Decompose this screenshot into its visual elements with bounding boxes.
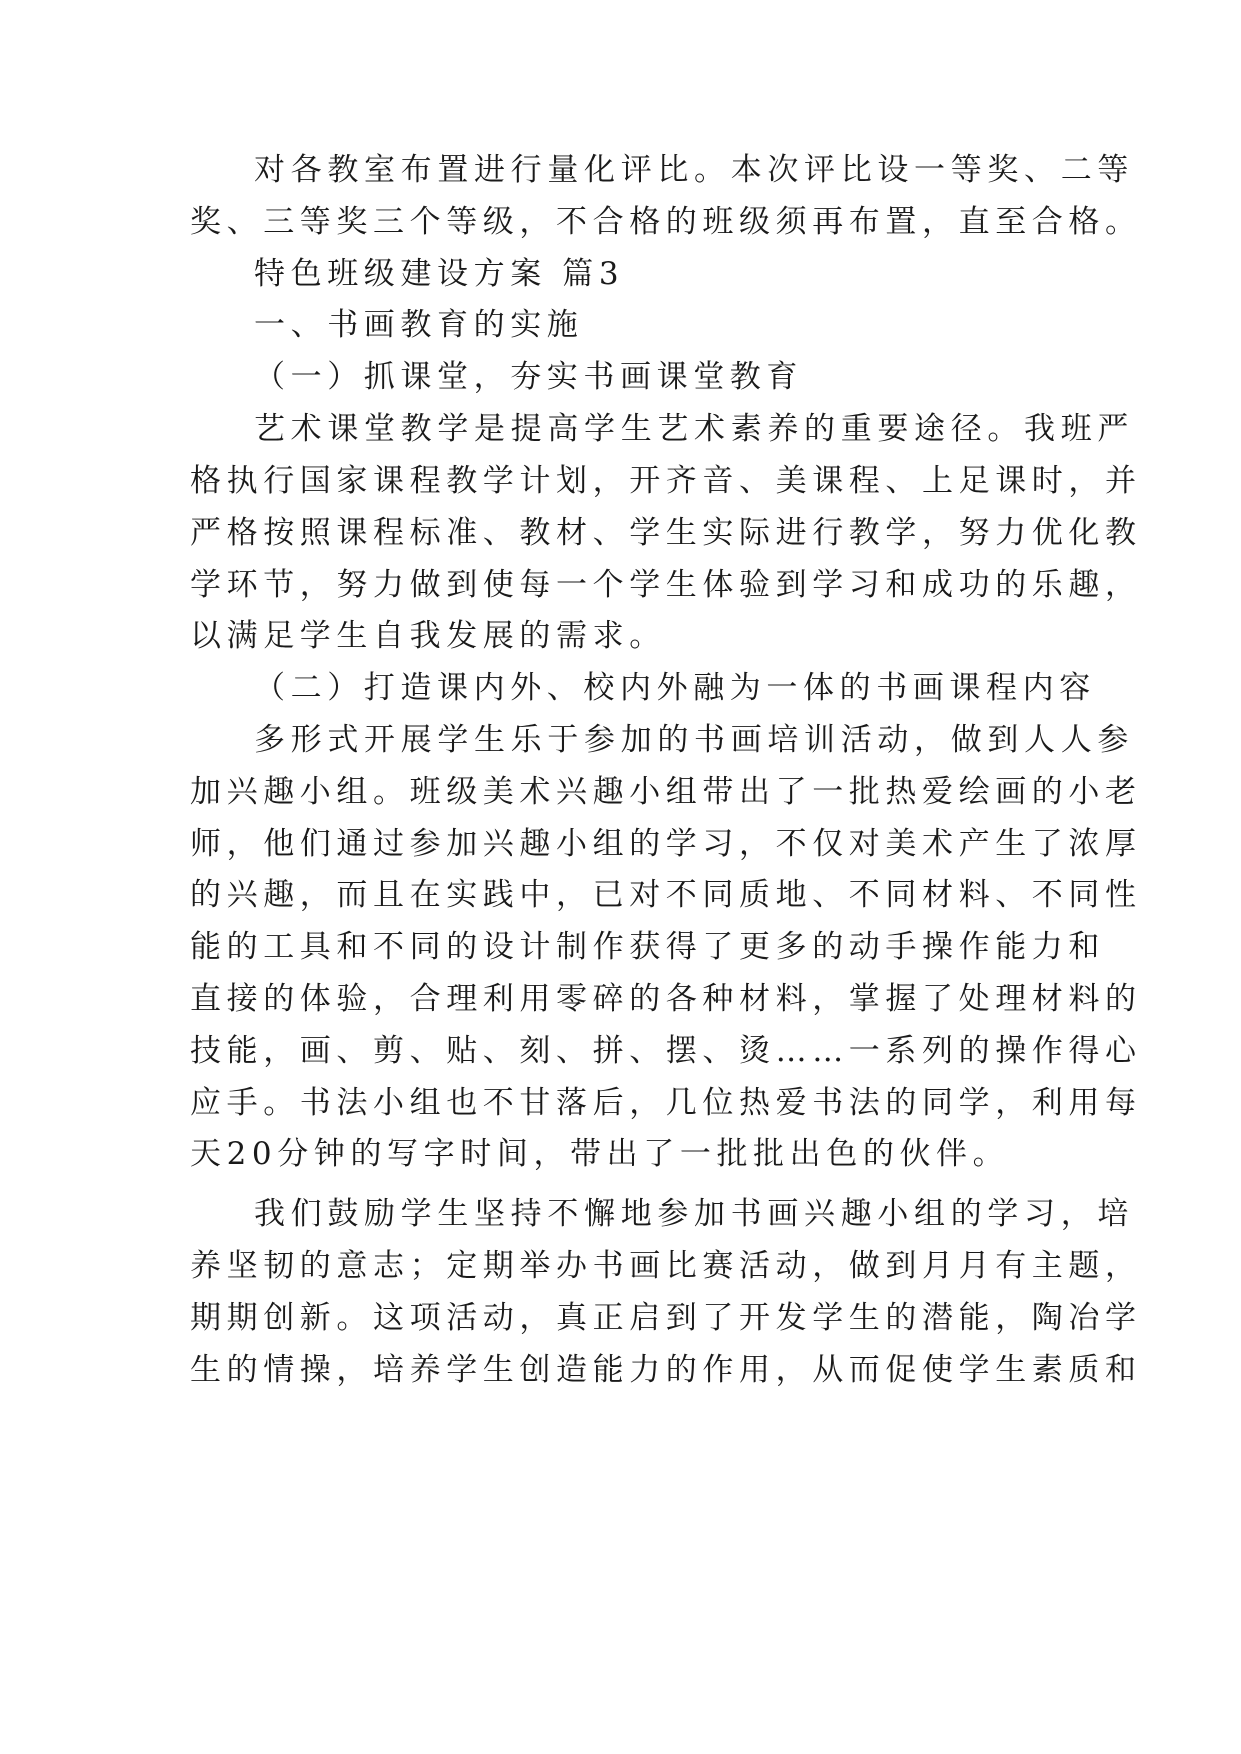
paragraph-line: 对各教室布置进行量化评比。本次评比设一等奖、二等	[254, 152, 1134, 188]
paragraph-line: 技能，画、剪、贴、刻、拼、摆、烫……一系列的操作得心	[190, 1033, 1142, 1069]
paragraph-line: 生的情操，培养学生创造能力的作用，从而促使学生素质和	[190, 1352, 1142, 1388]
paragraph-line: 奖、三等奖三个等级，不合格的班级须再布置，直至合格。	[190, 204, 1142, 240]
paragraph-line: 以满足学生自我发展的需求。	[190, 618, 666, 654]
paragraph-line: 格执行国家课程教学计划，开齐音、美课程、上足课时，并	[190, 463, 1142, 499]
paragraph-line: 师，他们通过参加兴趣小组的学习，不仅对美术产生了浓厚	[190, 826, 1142, 862]
subsection-heading: （二）打造课内外、校内外融为一体的书画课程内容	[254, 670, 1096, 706]
paragraph-line: 直接的体验，合理利用零碎的各种材料，掌握了处理材料的	[190, 981, 1142, 1017]
section-heading: 特色班级建设方案 篇3	[254, 256, 625, 292]
paragraph-line: 养坚韧的意志；定期举办书画比赛活动，做到月月有主题，	[190, 1248, 1142, 1284]
paragraph-line: 能的工具和不同的设计制作获得了更多的动手操作能力和	[190, 929, 1105, 965]
paragraph-line: 学环节，努力做到使每一个学生体验到学习和成功的乐趣，	[190, 567, 1142, 603]
section-heading: 一、书画教育的实施	[254, 307, 584, 343]
paragraph-line: 期期创新。这项活动，真正启到了开发学生的潜能，陶冶学	[190, 1300, 1142, 1336]
paragraph-line: 我们鼓励学生坚持不懈地参加书画兴趣小组的学习，培	[254, 1196, 1134, 1232]
subsection-heading: （一）抓课堂，夯实书画课堂教育	[254, 359, 803, 395]
paragraph-line: 严格按照课程标准、教材、学生实际进行教学，努力优化教	[190, 515, 1142, 551]
paragraph-line: 艺术课堂教学是提高学生艺术素养的重要途径。我班严	[254, 411, 1134, 447]
paragraph-line: 应手。书法小组也不甘落后，几位热爱书法的同学，利用每	[190, 1085, 1142, 1121]
paragraph-line: 的兴趣，而且在实践中，已对不同质地、不同材料、不同性	[190, 877, 1142, 913]
paragraph-line: 加兴趣小组。班级美术兴趣小组带出了一批热爱绘画的小老	[190, 774, 1142, 810]
paragraph-line: 天20分钟的写字时间，带出了一批批出色的伙伴。	[190, 1136, 1010, 1172]
paragraph-line: 多形式开展学生乐于参加的书画培训活动，做到人人参	[254, 722, 1134, 758]
